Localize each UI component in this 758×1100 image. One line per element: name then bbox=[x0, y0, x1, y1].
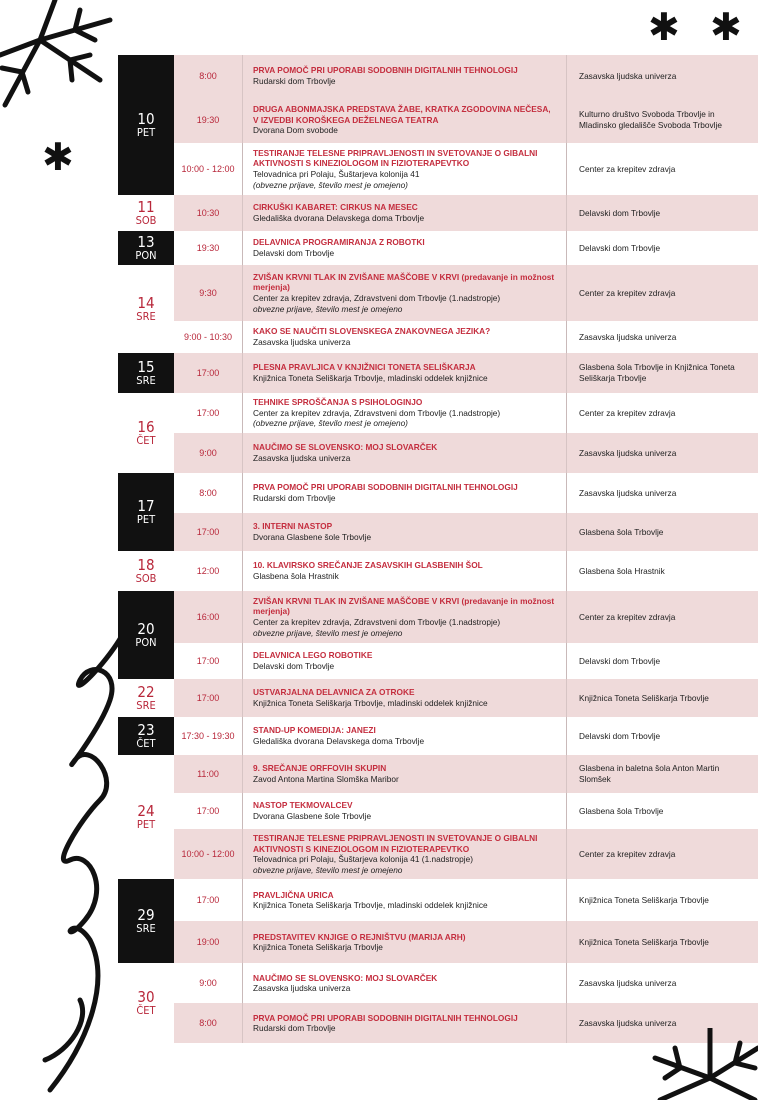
event-note: obvezne prijave, število mest je omejeno bbox=[253, 627, 403, 638]
event-venue: Rudarski dom Trbovlje bbox=[253, 493, 336, 503]
day-number: 29 bbox=[137, 906, 155, 925]
event-time: 17:00 bbox=[174, 879, 243, 921]
event-details bbox=[243, 717, 567, 755]
event-row bbox=[118, 393, 758, 433]
day-cell bbox=[118, 755, 174, 879]
day-number: 13 bbox=[137, 233, 155, 251]
event-row bbox=[118, 97, 758, 143]
event-organizer: Glasbena šola Trbovlje bbox=[567, 793, 758, 829]
event-title: 10. KLAVIRSKO SREČANJE ZASAVSKIH GLASBENIH ŠOL bbox=[253, 560, 483, 571]
event-time: 9:00 bbox=[174, 433, 243, 473]
event-title: ZVIŠAN KRVNI TLAK IN ZVIŠANE MAŠČOBE V KRVI (predavanje in možnost merjenja) bbox=[253, 595, 555, 617]
event-time: 17:00 bbox=[174, 793, 243, 829]
event-title: DELAVNICA LEGO ROBOTIKE bbox=[253, 650, 373, 661]
day-number: 10 bbox=[137, 110, 155, 128]
day-cell bbox=[118, 265, 174, 353]
event-row bbox=[118, 829, 758, 879]
event-organizer: Knjižnica Toneta Seliškarja Trbovlje bbox=[567, 879, 758, 921]
day-number: 11 bbox=[137, 198, 155, 216]
day-name: PET bbox=[136, 818, 156, 832]
event-time: 8:00 bbox=[174, 1003, 243, 1043]
event-venue: Delavski dom Trbovlje bbox=[253, 661, 335, 671]
event-organizer: Knjižnica Toneta Seliškarja Trbovlje bbox=[567, 679, 758, 717]
event-schedule-table bbox=[118, 55, 758, 1043]
event-row bbox=[118, 921, 758, 963]
event-note: (obvezne prijave, število mest je omejeno) bbox=[253, 179, 408, 190]
snowflake-icon bbox=[640, 1028, 758, 1100]
event-organizer: Zasavska ljudska univerza bbox=[567, 473, 758, 513]
day-name: SOB bbox=[135, 214, 157, 227]
event-details bbox=[243, 829, 567, 879]
event-details bbox=[243, 551, 567, 591]
day-number: 16 bbox=[137, 418, 155, 436]
event-organizer: Delavski dom Trbovlje bbox=[567, 643, 758, 679]
event-row bbox=[118, 591, 758, 643]
event-time: 8:00 bbox=[174, 55, 243, 97]
event-venue: Rudarski dom Trbovlje bbox=[253, 76, 336, 86]
event-note: obvezne prijave, število mest je omejeno bbox=[253, 864, 403, 875]
day-number: 30 bbox=[137, 988, 155, 1007]
event-venue: Delavski dom Trbovlje bbox=[253, 248, 335, 258]
event-organizer: Delavski dom Trbovlje bbox=[567, 195, 758, 231]
event-details bbox=[243, 921, 567, 963]
event-details bbox=[243, 195, 567, 231]
day-cell bbox=[118, 879, 174, 963]
event-organizer: Glasbena šola Trbovlje in Knjižnica Toneta Seliškarja Trbovlje bbox=[567, 353, 758, 393]
event-venue: Rudarski dom Trbovlje bbox=[253, 1023, 336, 1034]
event-title: ZVIŠAN KRVNI TLAK IN ZVIŠANE MAŠČOBE V KRVI (predavanje in možnost merjenja) bbox=[253, 271, 555, 293]
event-row bbox=[118, 643, 758, 679]
event-details bbox=[243, 879, 567, 921]
snowflake-icon bbox=[0, 0, 120, 115]
event-organizer: Zasavska ljudska univerza bbox=[567, 1003, 758, 1043]
event-row bbox=[118, 265, 758, 321]
event-row bbox=[118, 879, 758, 921]
event-venue: Knjižnica Toneta Seliškarja Trbovlje, mladinski oddelek knjižnice bbox=[253, 900, 488, 911]
event-time: 17:00 bbox=[174, 643, 243, 679]
event-venue: Dvorana Dom svobode bbox=[253, 125, 338, 136]
event-details bbox=[243, 321, 567, 353]
day-name: PON bbox=[135, 636, 157, 649]
event-row bbox=[118, 679, 758, 717]
event-time: 17:30 - 19:30 bbox=[174, 717, 243, 755]
event-title: NASTOP TEKMOVALCEV bbox=[253, 800, 353, 811]
event-title: PRVA POMOČ PRI UPORABI SODOBNIH DIGITALNIH TEHNOLOGIJ bbox=[253, 65, 518, 76]
star-icon: ✱ bbox=[710, 5, 742, 49]
event-time: 16:00 bbox=[174, 591, 243, 643]
event-title: NAUČIMO SE SLOVENSKO: MOJ SLOVARČEK bbox=[253, 442, 438, 453]
event-organizer: Zasavska ljudska univerza bbox=[567, 433, 758, 473]
event-venue: Center za krepitev zdravja, Zdravstveni dom Trbovlje (1.nadstropje) bbox=[253, 617, 501, 627]
day-cell bbox=[118, 473, 174, 551]
event-time: 17:00 bbox=[174, 393, 243, 433]
event-venue: Dvorana Glasbene šole Trbovlje bbox=[253, 532, 372, 542]
event-time: 19:00 bbox=[174, 921, 243, 963]
event-details bbox=[243, 97, 567, 143]
event-row bbox=[118, 143, 758, 195]
event-time: 10:00 - 12:00 bbox=[174, 143, 243, 195]
day-number: 18 bbox=[137, 556, 155, 574]
event-row bbox=[118, 513, 758, 551]
day-number: 23 bbox=[137, 721, 155, 739]
day-cell bbox=[118, 353, 174, 393]
event-row bbox=[118, 473, 758, 513]
day-cell bbox=[118, 551, 174, 591]
event-venue: Center za krepitev zdravja, Zdravstveni dom Trbovlje (1.nadstropje) bbox=[253, 293, 501, 303]
event-title: PRVA POMOČ PRI UPORABI SODOBNIH DIGITALNIH TEHNOLOGIJ bbox=[253, 482, 518, 493]
event-venue: Telovadnica pri Polaju, Šuštarjeva kolonija 41 bbox=[253, 169, 420, 179]
event-venue: Knjižnica Toneta Seliškarja Trbovlje bbox=[253, 942, 383, 953]
event-venue: Center za krepitev zdravja, Zdravstveni dom Trbovlje (1.nadstropje) bbox=[253, 407, 501, 418]
day-cell bbox=[118, 717, 174, 755]
event-details bbox=[243, 353, 567, 393]
day-cell bbox=[118, 195, 174, 231]
event-time: 10:30 bbox=[174, 195, 243, 231]
day-number: 14 bbox=[137, 294, 155, 312]
event-details bbox=[243, 265, 567, 321]
event-title: CIRKUŠKI KABARET: CIRKUS NA MESEC bbox=[253, 202, 418, 213]
event-organizer: Zasavska ljudska univerza bbox=[567, 321, 758, 353]
event-title: STAND-UP KOMEDIJA: JANEZI bbox=[253, 725, 376, 736]
event-details bbox=[243, 433, 567, 473]
event-details bbox=[243, 513, 567, 551]
event-details bbox=[243, 591, 567, 643]
event-row bbox=[118, 321, 758, 353]
event-details bbox=[243, 963, 567, 1003]
day-name: ČET bbox=[136, 1004, 156, 1018]
event-title: USTVARJALNA DELAVNICA ZA OTROKE bbox=[253, 687, 415, 698]
event-organizer: Zasavska ljudska univerza bbox=[567, 963, 758, 1003]
day-cell bbox=[118, 963, 174, 1043]
event-title: NAUČIMO SE SLOVENSKO: MOJ SLOVARČEK bbox=[253, 972, 438, 983]
event-note: obvezne prijave, število mest je omejeno bbox=[253, 303, 403, 314]
event-details bbox=[243, 1003, 567, 1043]
event-time: 10:00 - 12:00 bbox=[174, 829, 243, 879]
day-name: PET bbox=[136, 126, 156, 139]
event-venue: Zasavska ljudska univerza bbox=[253, 983, 351, 994]
star-icon: ✱ bbox=[648, 5, 680, 49]
event-organizer: Center za krepitev zdravja bbox=[567, 829, 758, 879]
event-organizer: Center za krepitev zdravja bbox=[567, 265, 758, 321]
event-details bbox=[243, 793, 567, 829]
event-venue: Gledališka dvorana Delavskega doma Trbovlje bbox=[253, 736, 425, 746]
event-details bbox=[243, 473, 567, 513]
event-time: 17:00 bbox=[174, 513, 243, 551]
event-organizer: Center za krepitev zdravja bbox=[567, 393, 758, 433]
day-number: 24 bbox=[137, 802, 155, 821]
day-number: 15 bbox=[137, 358, 155, 376]
event-time: 9:00 bbox=[174, 963, 243, 1003]
event-organizer: Center za krepitev zdravja bbox=[567, 143, 758, 195]
event-venue: Zavod Antona Martina Slomška Maribor bbox=[253, 774, 399, 784]
event-time: 19:30 bbox=[174, 97, 243, 143]
event-row bbox=[118, 353, 758, 393]
day-cell bbox=[118, 679, 174, 717]
event-organizer: Glasbena in baletna šola Anton Martin Slomšek bbox=[567, 755, 758, 793]
day-name: ČET bbox=[136, 434, 156, 447]
event-organizer: Glasbena šola Hrastnik bbox=[567, 551, 758, 591]
event-venue: Knjižnica Toneta Seliškarja Trbovlje, mladinski oddelek knjižnice bbox=[253, 698, 488, 708]
event-venue: Zasavska ljudska univerza bbox=[253, 337, 351, 347]
day-number: 20 bbox=[137, 620, 155, 638]
day-cell bbox=[118, 591, 174, 679]
event-venue: Dvorana Glasbene šole Trbovlje bbox=[253, 811, 372, 821]
event-row bbox=[118, 717, 758, 755]
event-details bbox=[243, 755, 567, 793]
event-details bbox=[243, 231, 567, 265]
event-organizer: Zasavska ljudska univerza bbox=[567, 55, 758, 97]
day-number: 17 bbox=[137, 497, 155, 515]
day-name: SRE bbox=[136, 699, 156, 712]
day-cell bbox=[118, 231, 174, 265]
star-icon: ✱ bbox=[42, 135, 74, 179]
event-time: 8:00 bbox=[174, 473, 243, 513]
day-cell bbox=[118, 55, 174, 195]
event-time: 19:30 bbox=[174, 231, 243, 265]
event-venue: Knjižnica Toneta Seliškarja Trbovlje, mladinski oddelek knjižnice bbox=[253, 373, 488, 383]
event-organizer: Delavski dom Trbovlje bbox=[567, 717, 758, 755]
event-row bbox=[118, 755, 758, 793]
event-title: DRUGA ABONMAJSKA PREDSTAVA ŽABE, KRATKA ZGODOVINA NEČESA, V IZVEDBI KOROŠKEGA DEŽELNEGA TEATRA bbox=[253, 104, 551, 125]
event-venue: Gledališka dvorana Delavskega doma Trbovlje bbox=[253, 213, 425, 223]
day-name: PET bbox=[136, 513, 156, 526]
event-title: PRAVLJIČNA URICA bbox=[253, 889, 334, 900]
event-organizer: Delavski dom Trbovlje bbox=[567, 231, 758, 265]
day-name: SRE bbox=[136, 922, 156, 936]
event-venue: Telovadnica pri Polaju, Šuštarjeva kolonija 41 (1.nadstropje) bbox=[253, 854, 473, 865]
event-venue: Glasbena šola Hrastnik bbox=[253, 571, 339, 581]
event-organizer: Glasbena šola Trbovlje bbox=[567, 513, 758, 551]
event-title: TEHNIKE SPROŠČANJA S PSIHOLOGINJO bbox=[253, 397, 423, 408]
event-title: 9. SREČANJE ORFFOVIH SKUPIN bbox=[253, 763, 387, 774]
day-name: SRE bbox=[136, 374, 156, 387]
event-row bbox=[118, 551, 758, 591]
day-number: 22 bbox=[137, 683, 155, 701]
event-details bbox=[243, 643, 567, 679]
event-organizer: Knjižnica Toneta Seliškarja Trbovlje bbox=[567, 921, 758, 963]
event-title: TESTIRANJE TELESNE PRIPRAVLJENOSTI IN SVETOVANJE O GIBALNI AKTIVNOSTI S KINEZIOLOGOM IN FIZIOTERAPEVTKO bbox=[253, 833, 538, 854]
event-time: 9:30 bbox=[174, 265, 243, 321]
event-row bbox=[118, 55, 758, 97]
day-cell bbox=[118, 393, 174, 473]
event-venue: Zasavska ljudska univerza bbox=[253, 453, 351, 463]
event-details bbox=[243, 143, 567, 195]
day-name: PON bbox=[135, 249, 157, 262]
event-time: 17:00 bbox=[174, 353, 243, 393]
event-title: KAKO SE NAUČITI SLOVENSKEGA ZNAKOVNEGA JEZIKA? bbox=[253, 326, 491, 337]
event-details bbox=[243, 679, 567, 717]
event-time: 9:00 - 10:30 bbox=[174, 321, 243, 353]
event-title: DELAVNICA PROGRAMIRANJA Z ROBOTKI bbox=[253, 237, 425, 248]
day-name: SRE bbox=[136, 310, 156, 323]
day-name: ČET bbox=[136, 737, 156, 750]
event-title: PREDSTAVITEV KNJIGE O REJNIŠTVU (MARIJA ARH) bbox=[253, 931, 466, 942]
event-time: 11:00 bbox=[174, 755, 243, 793]
event-details bbox=[243, 393, 567, 433]
event-time: 17:00 bbox=[174, 679, 243, 717]
event-organizer: Kulturno društvo Svoboda Trbovlje in Mladinsko gledališče Svoboda Trbovlje bbox=[567, 97, 758, 143]
event-title: PRVA POMOČ PRI UPORABI SODOBNIH DIGITALNIH TEHNOLOGIJ bbox=[253, 1012, 518, 1023]
event-time: 12:00 bbox=[174, 551, 243, 591]
event-title: TESTIRANJE TELESNE PRIPRAVLJENOSTI IN SVETOVANJE O GIBALNI AKTIVNOSTI S KINEZIOLOGOM IN FIZIOTERAPEVTKO bbox=[253, 147, 538, 169]
event-title: PLESNA PRAVLJICA V KNJIŽNICI TONETA SELIŠKARJA bbox=[253, 362, 476, 373]
event-row bbox=[118, 963, 758, 1003]
event-row bbox=[118, 793, 758, 829]
event-title: 3. INTERNI NASTOP bbox=[253, 521, 333, 532]
event-row bbox=[118, 231, 758, 265]
event-organizer: Center za krepitev zdravja bbox=[567, 591, 758, 643]
event-note: (obvezne prijave, število mest je omejeno) bbox=[253, 418, 408, 429]
event-row bbox=[118, 195, 758, 231]
event-details bbox=[243, 55, 567, 97]
event-row bbox=[118, 433, 758, 473]
day-name: SOB bbox=[135, 572, 157, 585]
